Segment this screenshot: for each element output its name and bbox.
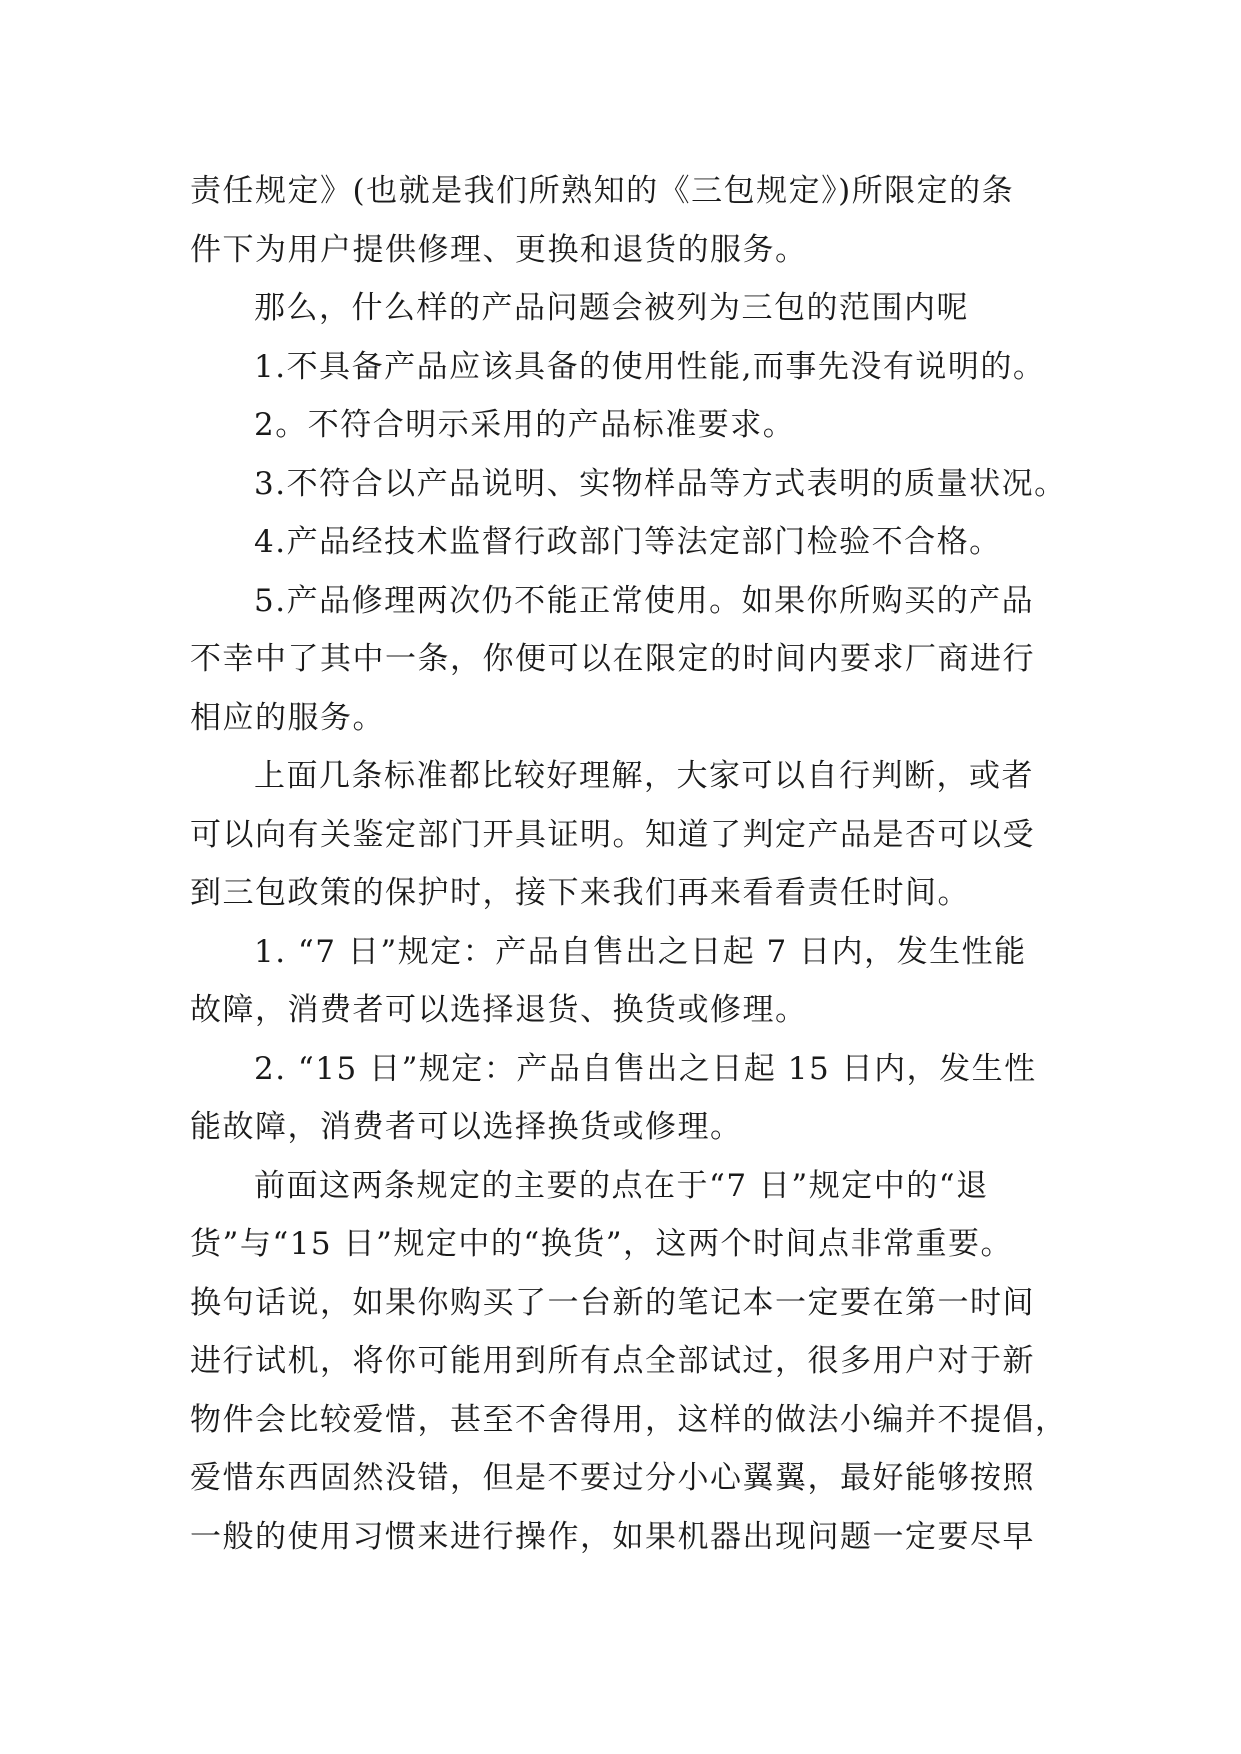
text-line: 物件会比较爱惜，甚至不舍得用，这样的做法小编并不提倡， bbox=[190, 1401, 1068, 1438]
paragraph bbox=[190, 338, 1060, 397]
text-line: 5.产品修理两次仍不能正常使用。如果你所购买的产品 bbox=[254, 582, 1035, 619]
text-line: 故障，消费者可以选择退货、换货或修理。 bbox=[190, 992, 808, 1028]
text-line: 爱惜东西固然没错，但是不要过分小心翼翼，最好能够按照 bbox=[190, 1460, 1035, 1496]
paragraph bbox=[190, 455, 1067, 514]
paragraph bbox=[190, 513, 1060, 572]
text-line: 可以向有关鉴定部门开具证明。知道了判定产品是否可以受 bbox=[190, 816, 1035, 853]
text-line: 件下为用户提供修理、更换和退货的服务。 bbox=[190, 231, 808, 268]
text-line: 2。不符合明示采用的产品标准要求。 bbox=[254, 407, 796, 443]
paragraph bbox=[190, 572, 1060, 748]
document-body bbox=[190, 162, 1068, 1566]
text-line: 那么，什么样的产品问题会被列为三包的范围内呢 bbox=[254, 290, 969, 326]
text-line: 货”与“15 日”规定中的“换货”，这两个时间点非常重要。 bbox=[190, 1226, 1014, 1262]
paragraph bbox=[190, 1157, 1068, 1567]
text-line: 前面这两条规定的主要的点在于“7 日”规定中的“退 bbox=[254, 1167, 989, 1204]
paragraph bbox=[190, 923, 1060, 1040]
text-line: 能故障，消费者可以选择换货或修理。 bbox=[190, 1109, 743, 1145]
text-line: 1.不具备产品应该具备的使用性能,而事先没有说明的。 bbox=[254, 348, 1046, 385]
text-line: 4.产品经技术监督行政部门等法定部门检验不合格。 bbox=[254, 524, 1002, 560]
paragraph bbox=[190, 279, 1060, 338]
text-line: 不幸中了其中一条，你便可以在限定的时间内要求厂商进行 bbox=[190, 641, 1035, 677]
text-line: 一般的使用习惯来进行操作，如果机器出现问题一定要尽早 bbox=[190, 1518, 1035, 1555]
text-line: 换句话说，如果你购买了一台新的笔记本一定要在第一时间 bbox=[190, 1284, 1035, 1321]
text-line: 1. “7 日”规定：产品自售出之日起 7 日内，发生性能 bbox=[254, 933, 1027, 970]
paragraph bbox=[190, 396, 1060, 455]
text-line: 相应的服务。 bbox=[190, 699, 385, 736]
text-line: 到三包政策的保护时，接下来我们再来看看责任时间。 bbox=[190, 875, 970, 911]
text-line: 3.不符合以产品说明、实物样品等方式表明的质量状况。 bbox=[254, 465, 1067, 502]
text-line: 上面几条标准都比较好理解，大家可以自行判断，或者 bbox=[254, 758, 1034, 794]
text-line: 2. “15 日”规定：产品自售出之日起 15 日内，发生性 bbox=[254, 1050, 1037, 1087]
text-line: 责任规定》(也就是我们所熟知的《三包规定》)所限定的条 bbox=[190, 173, 1015, 209]
paragraph bbox=[190, 162, 1060, 279]
paragraph bbox=[190, 1040, 1060, 1157]
paragraph bbox=[190, 747, 1060, 923]
text-line: 进行试机，将你可能用到所有点全部试过，很多用户对于新 bbox=[190, 1343, 1035, 1379]
